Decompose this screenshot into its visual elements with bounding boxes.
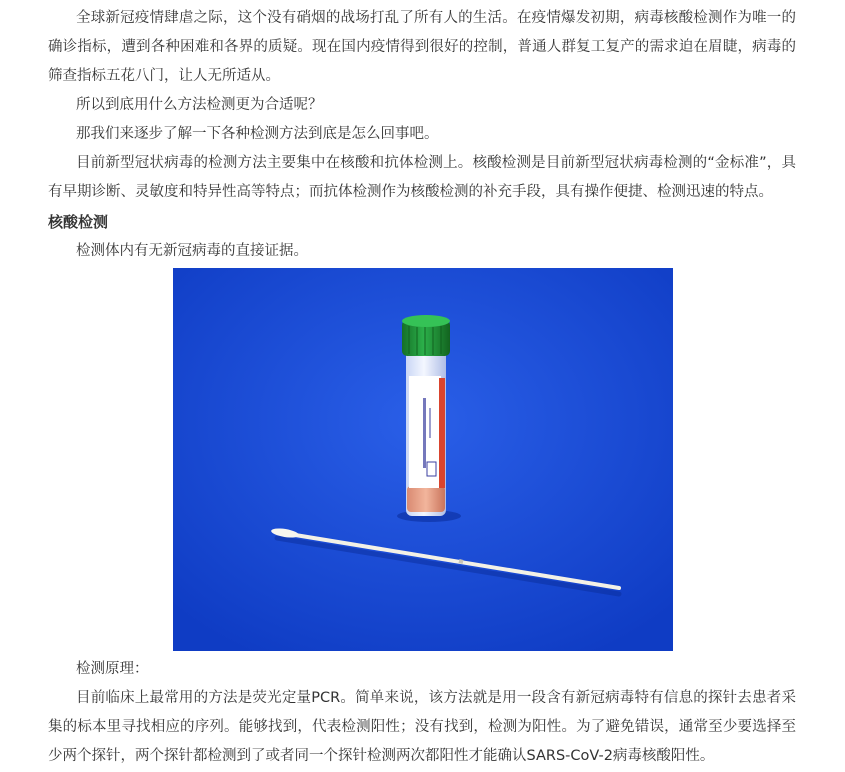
paragraph-question: 所以到底用什么方法检测更为合适呢？ bbox=[76, 97, 323, 113]
sampling-tube-photo bbox=[173, 268, 673, 651]
paragraph-lead: 那我们来逐步了解一下各种检测方法到底是怎么回事吧。 bbox=[76, 126, 439, 142]
article-body bbox=[48, 4, 796, 771]
paragraph-principle-label: 检测原理： bbox=[76, 661, 149, 677]
paragraph-overview: 目前新型冠状病毒的检测方法主要集中在核酸和抗体检测上。核酸检测是目前新型冠状病毒检测的“金标准”，具有早期诊断、灵敏度和特异性高等特点；而抗体检测作为核酸检测的补充手段，具有操作便捷、检测迅速的特点。 bbox=[48, 155, 796, 200]
paragraph-intro: 全球新冠疫情肆虐之际，这个没有硝烟的战场打乱了所有人的生活。在疫情爆发初期，病毒核酸检测作为唯一的确诊指标，遭到各种困难和各界的质疑。现在国内疫情得到很好的控制，普通人群复工复产的需求迫在眉睫，病毒的筛查指标五花八门，让人无所适从。 bbox=[48, 10, 796, 84]
section-heading-nucleic-acid: 核酸检测 bbox=[48, 213, 109, 231]
paragraph-principle: 目前临床上最常用的方法是荧光定量PCR。简单来说，该方法就是用一段含有新冠病毒特有信息的探针去患者采集的标本里寻找相应的序列。能够找到，代表检测阳性；没有找到，检测为阳性。为了避免错误，通常至少要选择至少两个探针，两个探针都检测到了或者同一个探针检测两次都阳性才能确认SARS-CoV-2病毒核酸阳性。 bbox=[48, 690, 796, 764]
paragraph-definition: 检测体内有无新冠病毒的直接证据。 bbox=[76, 243, 308, 259]
